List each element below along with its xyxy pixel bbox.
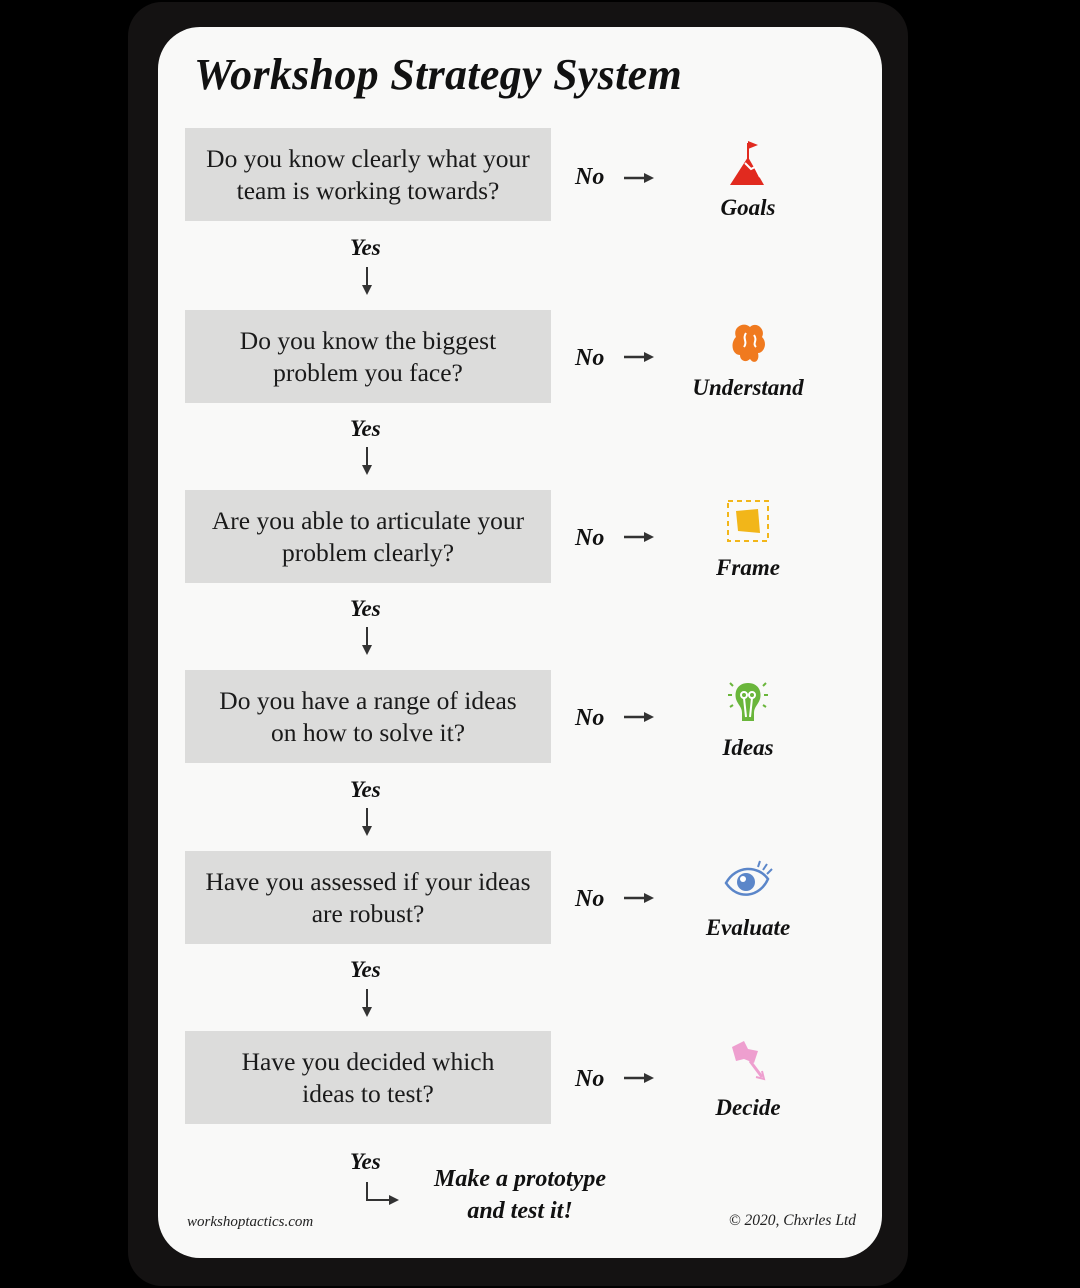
down-arrow-icon xyxy=(361,808,373,836)
question-box-4 xyxy=(185,670,551,763)
eye-icon xyxy=(718,857,778,913)
no-label: No xyxy=(575,705,605,731)
no-label: No xyxy=(575,164,605,190)
question-line: Are you able to articulate your xyxy=(211,505,525,535)
question-line: are robust? xyxy=(311,898,425,928)
question-line: team is working towards? xyxy=(236,175,500,205)
outcome-ideas: Ideas xyxy=(658,677,838,761)
right-arrow-icon xyxy=(624,531,654,543)
mountain-flag-icon xyxy=(718,137,778,193)
no-label: No xyxy=(575,345,605,371)
question-line: Do you know the biggest xyxy=(239,325,497,355)
outcome-goals: Goals xyxy=(658,137,838,221)
final-outcome: Make a prototype and test it! xyxy=(434,1166,606,1224)
corner-arrow-icon xyxy=(365,1182,399,1206)
no-label: No xyxy=(575,1066,605,1092)
question-line: Have you decided which xyxy=(241,1046,495,1076)
question-line: Have you assessed if your ideas xyxy=(205,866,531,896)
strategy-card xyxy=(158,27,882,1258)
down-arrow-icon xyxy=(361,267,373,295)
brain-icon xyxy=(718,317,778,373)
right-arrow-icon xyxy=(624,711,654,723)
down-arrow-icon xyxy=(361,447,373,475)
outcome-evaluate: Evaluate xyxy=(658,857,838,941)
yes-label: Yes xyxy=(350,957,381,982)
lightbulb-icon xyxy=(718,677,778,733)
question-line: problem clearly? xyxy=(281,537,455,567)
question-line: Do you know clearly what your xyxy=(206,143,530,173)
yes-label: Yes xyxy=(350,1149,381,1174)
question-line: Do you have a range of ideas xyxy=(219,685,517,715)
question-line: on how to solve it? xyxy=(270,717,466,747)
down-arrow-icon xyxy=(361,989,373,1017)
yes-label: Yes xyxy=(350,416,381,441)
question-box-6 xyxy=(185,1031,551,1124)
right-arrow-icon xyxy=(624,172,654,184)
website-link[interactable]: workshoptactics.com xyxy=(187,1214,314,1230)
question-box-2 xyxy=(185,310,551,403)
copyright: © 2020, Chxrles Ltd xyxy=(728,1212,856,1229)
pushpin-icon xyxy=(718,1037,778,1093)
yes-label: Yes xyxy=(350,777,381,802)
yes-label: Yes xyxy=(350,235,381,260)
no-label: No xyxy=(575,525,605,551)
question-box-3 xyxy=(185,490,551,583)
outcome-frame: Frame xyxy=(658,497,838,581)
card-title: Workshop Strategy System xyxy=(194,50,682,99)
question-line: ideas to test? xyxy=(302,1078,434,1108)
question-box-1 xyxy=(185,128,551,221)
no-label: No xyxy=(575,886,605,912)
frame-icon xyxy=(718,497,778,553)
question-line: problem you face? xyxy=(273,357,463,387)
yes-label: Yes xyxy=(350,596,381,621)
right-arrow-icon xyxy=(624,892,654,904)
right-arrow-icon xyxy=(624,1072,654,1084)
outcome-understand: Understand xyxy=(658,317,838,401)
question-box-5 xyxy=(185,851,551,944)
right-arrow-icon xyxy=(624,351,654,363)
down-arrow-icon xyxy=(361,627,373,655)
outcome-decide: Decide xyxy=(658,1037,838,1121)
